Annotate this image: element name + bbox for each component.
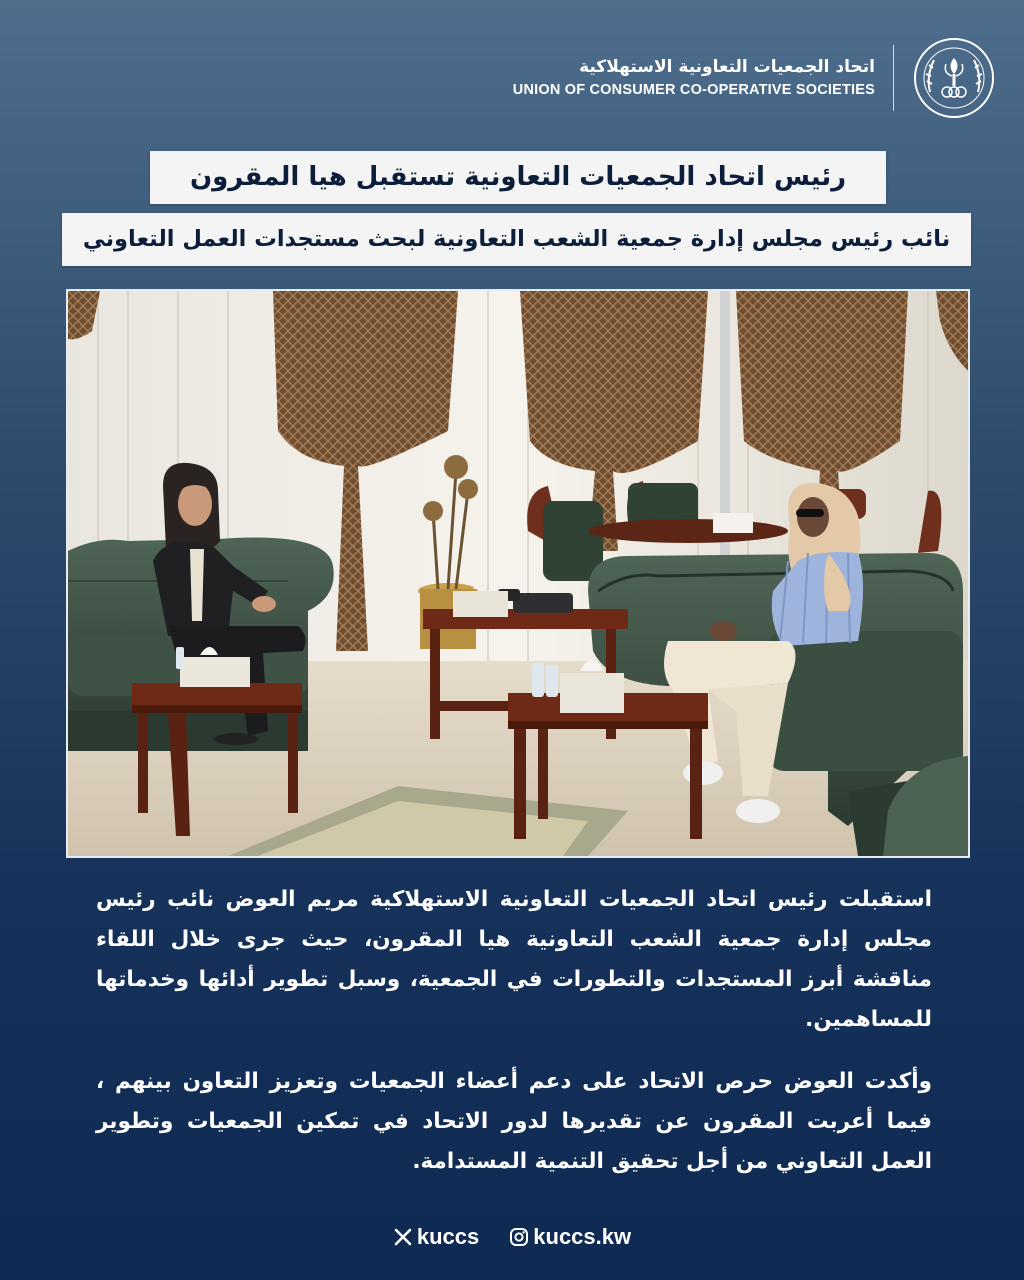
meeting-photo [66, 289, 970, 858]
instagram-handle: kuccs.kw [533, 1224, 632, 1249]
instagram-social-link[interactable] [509, 1224, 631, 1250]
header [513, 36, 996, 120]
social-footer [0, 1224, 1024, 1250]
x-handle: kuccs [416, 1224, 480, 1249]
body-paragraph-1: استقبلت رئيس اتحاد الجمعيات التعاونية الاستهلاكية مريم العوض نائب رئيس مجلس إدارة جمعية الشعب التعاونية هيا المقرون، حيث جرى خلال اللقاء مناقشة أبرز المستجدات والتطورات في الجمعية، وسبل تطوير أدائها وخدماتها للمساهمين. [96, 887, 932, 1032]
x-social-link[interactable] [393, 1224, 479, 1250]
org-name-arabic: اتحاد الجمعيات التعاونية الاستهلاكية [579, 57, 875, 77]
header-divider [893, 45, 894, 111]
union-emblem-icon [912, 36, 996, 120]
org-name [513, 56, 875, 100]
headline-subtitle: نائب رئيس مجلس إدارة جمعية الشعب التعاونية لبحث مستجدات العمل التعاوني [62, 213, 971, 266]
org-name-english: UNION OF CONSUMER CO-OPERATIVE SOCIETIES [512, 82, 875, 98]
x-logo-icon [393, 1227, 413, 1247]
instagram-icon [509, 1227, 529, 1247]
headline-title: رئيس اتحاد الجمعيات التعاونية تستقبل هيا المقرون [150, 151, 886, 204]
body-paragraph-2: وأكدت العوض حرص الاتحاد على دعم أعضاء الجمعيات وتعزيز التعاون بينهم ، فيما أعربت المقرون عن تقديرها لدور الاتحاد في تمكين الجمعيات وتطوير العمل التعاوني من أجل تحقيق التنمية المستدامة. [96, 1069, 932, 1174]
